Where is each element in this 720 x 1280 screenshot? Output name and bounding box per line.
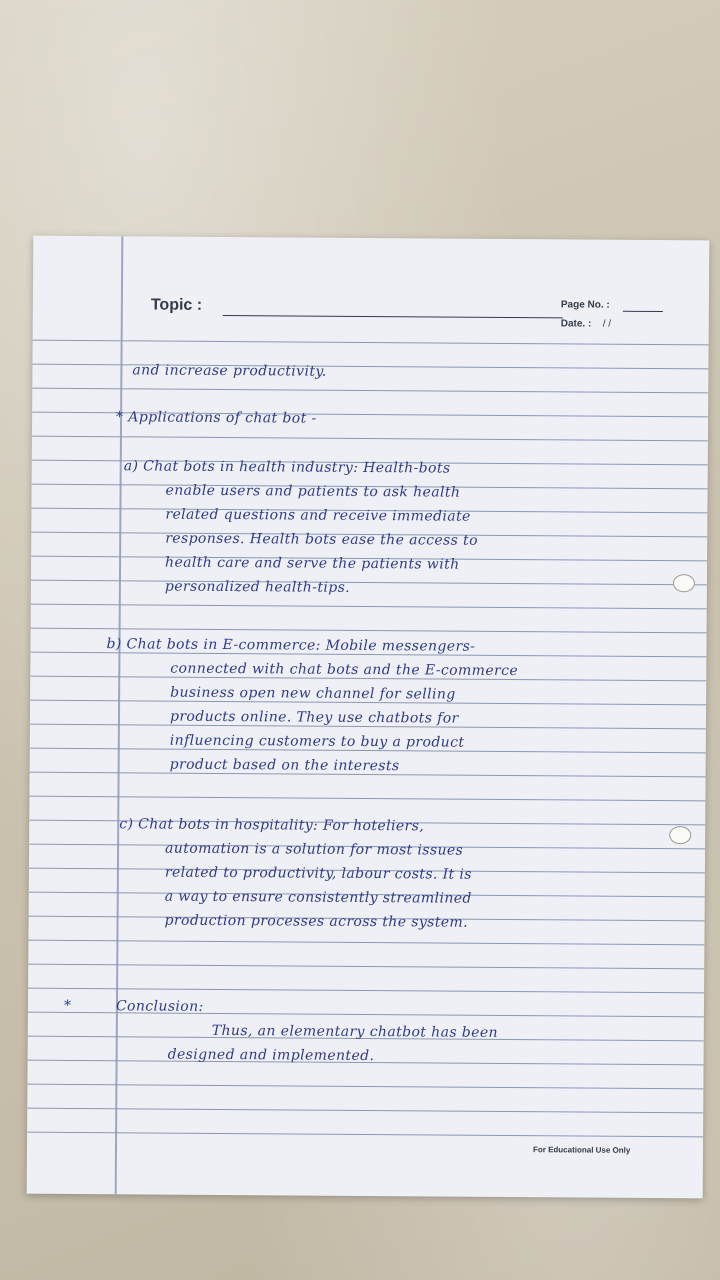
page-number-label: Page No. : xyxy=(560,299,610,311)
date-label: Date. : xyxy=(560,318,592,330)
section-b-line: business open new channel for selling xyxy=(170,684,456,703)
section-c-line: production processes across the system. xyxy=(164,912,469,931)
ruled-line xyxy=(29,796,705,802)
ruled-line xyxy=(32,436,708,442)
ruled-line xyxy=(31,580,707,586)
ruled-line xyxy=(33,340,709,346)
binder-hole xyxy=(669,826,691,844)
ruled-line xyxy=(31,604,707,610)
margin-line xyxy=(115,236,124,1194)
date-value: / / xyxy=(602,318,612,330)
binder-hole xyxy=(673,574,695,592)
ruled-line xyxy=(32,388,708,394)
section-a-line: related questions and receive immediate xyxy=(165,506,471,525)
section-b-line: b) Chat bots in E-commerce: Mobile messengers- xyxy=(106,636,476,655)
conclusion-line: Thus, an elementary chatbot has been xyxy=(211,1022,499,1041)
section-b-line: product based on the interests xyxy=(169,756,400,775)
conclusion-heading: Conclusion: xyxy=(115,998,204,1015)
notebook-page xyxy=(27,236,710,1199)
section-a-line: enable users and patients to ask health xyxy=(165,482,461,501)
ruled-line xyxy=(27,1132,703,1138)
section-a-line: a) Chat bots in health industry: Health-bots xyxy=(123,458,451,477)
section-b-line: products online. They use chatbots for xyxy=(169,708,459,727)
ruled-line xyxy=(27,1084,703,1090)
topic-label: Topic : xyxy=(150,296,203,314)
section-c-line: a way to ensure consistently streamlined xyxy=(164,888,472,907)
topic-underline xyxy=(223,315,563,318)
section-c-line: c) Chat bots in hospitality: For hoteliers, xyxy=(119,816,425,835)
section-c-line: related to productivity, labour costs. It is xyxy=(164,864,472,883)
section-a-line: health care and serve the patients with xyxy=(165,554,460,573)
section-a-line: responses. Health bots ease the access to xyxy=(165,530,479,549)
ruled-line xyxy=(31,628,707,634)
ruled-line xyxy=(28,988,704,994)
ruled-line xyxy=(27,1108,703,1114)
applications-heading: * Applications of chat bot - xyxy=(116,409,317,427)
footer-note: For Educational Use Only xyxy=(532,1145,631,1155)
intro-line: and increase productivity. xyxy=(132,362,327,380)
section-b-line: connected with chat bots and the E-commerce xyxy=(170,660,519,680)
ruled-line xyxy=(28,940,704,946)
conclusion-marker: * xyxy=(63,997,72,1014)
page-number-underline xyxy=(623,311,663,312)
ruled-line xyxy=(28,964,704,970)
section-c-line: automation is a solution for most issues xyxy=(165,840,464,859)
section-b-line: influencing customers to buy a product xyxy=(169,732,465,751)
section-a-line: personalized health-tips. xyxy=(164,578,351,596)
conclusion-line: designed and implemented. xyxy=(167,1046,375,1065)
